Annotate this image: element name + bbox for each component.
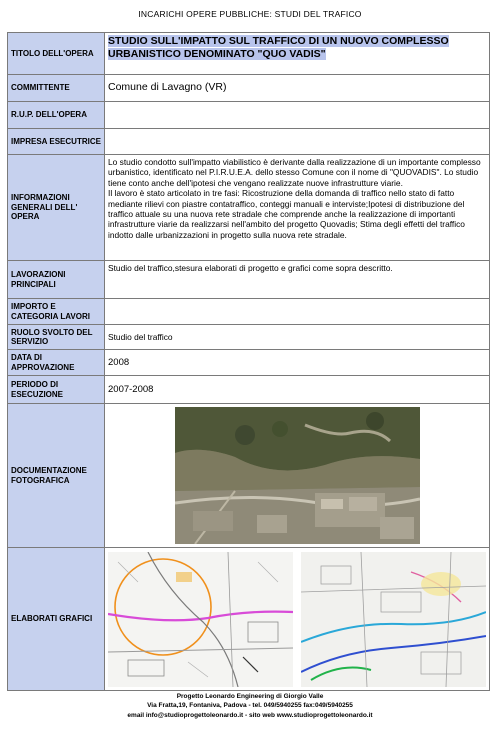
value-titolo (105, 33, 490, 75)
label-informazioni: INFORMAZIONI GENERALI DELL' OPERA (8, 155, 105, 261)
label-committente: COMMITTENTE (8, 75, 105, 102)
row-data (8, 350, 490, 376)
row-documentazione (8, 404, 490, 548)
footer-contacts: email info@studioprogettoleonardo.it - sito web www.studioprogettoleonardo.it (127, 711, 373, 719)
info-paragraph-2: Il lavoro è stato articolato in tre fasi: Ricostruzione della domanda di traffico nello stato di fatto mediante rilievi con piastre contatraffico, conteggi manuali e interviste;Ipotesi di distribuzione del traffico attuale su una nuova rete stradale che comprende anche la realizzazione di importanti infrastrutture viarie da realizzarsi nell'ambito del progetto Quovadis; Stima degli effetti del traffico indotto dalle urbanizzazioni in progetto sulla nuova rete stradale. (108, 188, 465, 240)
label-importo: IMPORTO E CATEGORIA LAVORI (8, 299, 105, 325)
label-data: DATA DI APPROVAZIONE (8, 350, 105, 376)
drawings-container (108, 552, 486, 687)
value-importo (105, 299, 490, 325)
aerial-photo (175, 407, 420, 544)
footer-company: Progetto Leonardo Engineering di Giorgio Valle (176, 693, 324, 700)
value-documentazione (105, 404, 490, 548)
plan-drawing-left (108, 552, 293, 687)
value-periodo: 2007-2008 (105, 376, 490, 404)
label-rup: R.U.P. DELL'OPERA (8, 102, 105, 129)
row-ruolo (8, 325, 490, 350)
label-titolo: TITOLO DELL'OPERA (8, 33, 105, 75)
row-importo (8, 299, 490, 325)
value-impresa (105, 129, 490, 155)
title-highlight: STUDIO SULL'IMPATTO SUL TRAFFICO DI UN NUOVO COMPLESSO URBANISTICO DENOMINATO "QUO VADIS" (108, 35, 449, 60)
value-data: 2008 (105, 350, 490, 376)
row-impresa (8, 129, 490, 155)
value-ruolo: Studio del traffico (105, 325, 490, 350)
label-elaborati: ELABORATI GRAFICI (8, 548, 105, 691)
value-elaborati (105, 548, 490, 691)
label-impresa: IMPRESA ESECUTRICE (8, 129, 105, 155)
info-paragraph-1: Lo studio condotto sull'impatto viabilistico è derivante dalla realizzazione di un importante complesso urbanistico, identificato nel P.I.R.U.E.A. dello stesso Comune con il nome di "QUOVADIS". Lo studio tiene conto anche dell'ipotesi che vengano realizzate nuove infrastrutture viarie. (108, 157, 481, 188)
row-informazioni (8, 155, 490, 261)
page-footer (0, 692, 500, 720)
row-committente (8, 75, 490, 102)
footer-address: Via Fratta,19, Fontaniva, Padova - tel. 049/5940255 fax:049/5940255 (147, 702, 353, 710)
label-ruolo: RUOLO SVOLTO DEL SERVIZIO (8, 325, 105, 350)
row-elaborati (8, 548, 490, 691)
row-lavorazioni (8, 261, 490, 299)
project-sheet (7, 32, 490, 691)
value-lavorazioni: Studio del traffico,stesura elaborati di progetto e grafici come sopra descritto. (105, 261, 490, 299)
label-documentazione: DOCUMENTAZIONE FOTOGRAFICA (8, 404, 105, 548)
value-informazioni (105, 155, 490, 261)
row-titolo (8, 33, 490, 75)
row-periodo (8, 376, 490, 404)
row-rup (8, 102, 490, 129)
value-rup (105, 102, 490, 129)
label-lavorazioni: LAVORAZIONI PRINCIPALI (8, 261, 105, 299)
plan-drawing-right (301, 552, 486, 687)
value-committente: Comune di Lavagno (VR) (105, 75, 490, 102)
page-header: INCARICHI OPERE PUBBLICHE: STUDI DEL TRAFICO (138, 9, 362, 19)
label-periodo: PERIODO DI ESECUZIONE (8, 376, 105, 404)
